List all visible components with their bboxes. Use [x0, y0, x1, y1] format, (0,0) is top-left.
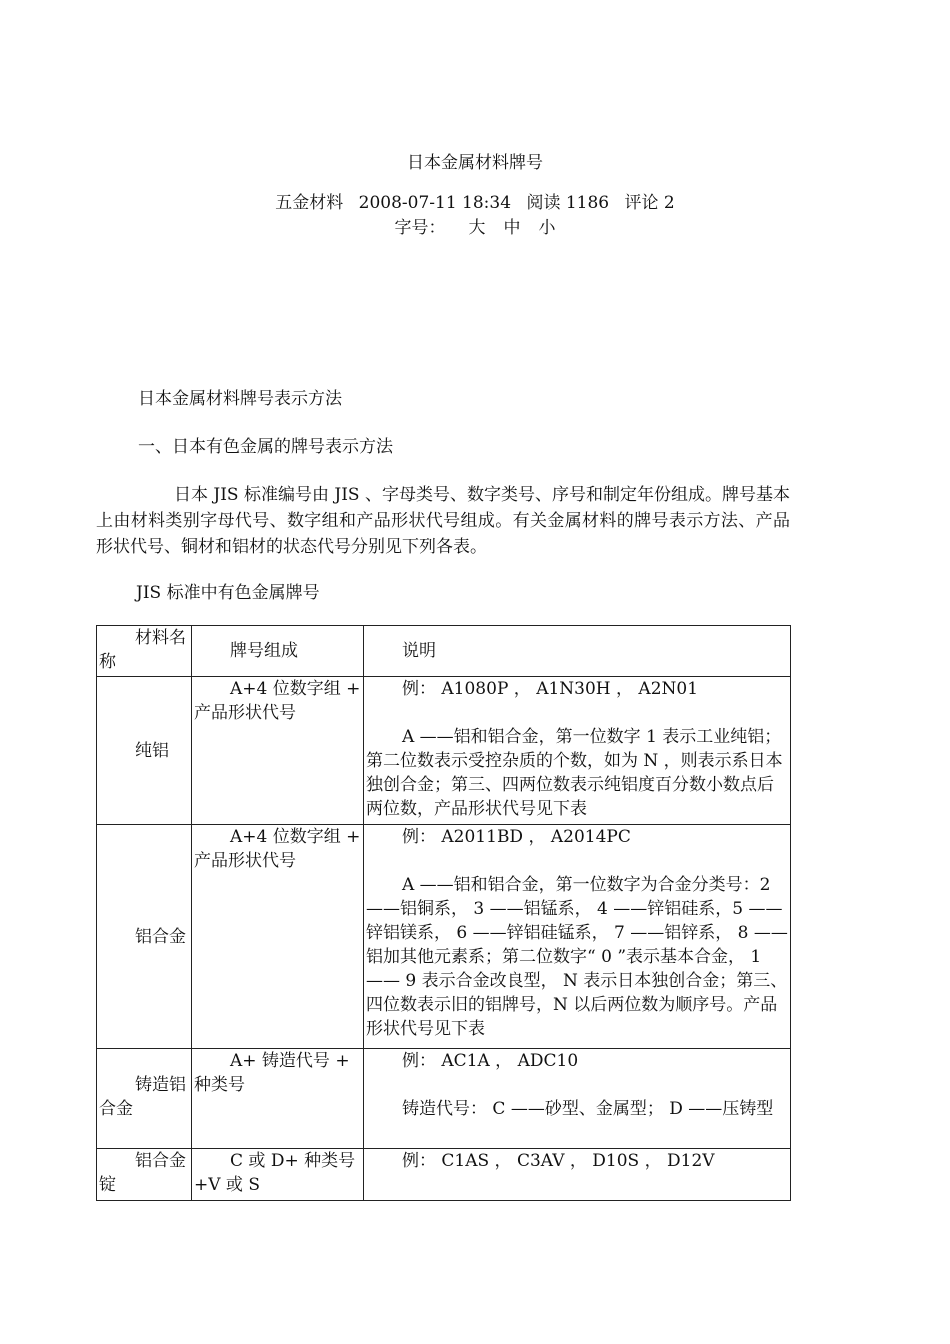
header-description: 说明: [364, 626, 791, 677]
font-size-large-link[interactable]: 大: [468, 218, 486, 238]
example-text: 例： A1080P ， A1N30H ， A2N01: [402, 679, 699, 699]
material-name-cell: 铝合金锭: [97, 1149, 192, 1201]
composition-cell: A+4 位数字组 + 产品形状代号: [192, 825, 364, 1049]
comment-count[interactable]: 评论 2: [624, 193, 675, 213]
detail-text: A ——铝和铝合金，第一位数字为合金分类号：2 ——铝铜系， 3 ——铝锰系， 4 ——锌铝硅系，5 ——锌铝镁系， 6 ——锌铝硅锰系， 7 ——铝锌系， 8 ——铝加其他元素系；第二位数字“ 0 ”表示基本合金， 1 —— 9 表示合金改良型， N 表示日本独创合金；第三、四位数表示旧的铝牌号，N 以后两位数为顺序号。产品形状代号见下表: [366, 875, 788, 1039]
description-cell: [364, 1049, 791, 1149]
font-size-label: 字号：: [394, 218, 446, 238]
header-material-name: 材料名称: [97, 626, 192, 677]
post-datetime: 2008-07-11 18:34: [358, 193, 512, 213]
table-row: [97, 1149, 791, 1201]
description-cell: [364, 1149, 791, 1201]
material-name-cell: 铝合金: [97, 825, 192, 1049]
category-label: 五金材料: [275, 193, 344, 213]
intro-paragraph: 日本 JIS 标准编号由 JIS 、字母类号、数字类号、序号和制定年份组成。牌号基本上由材料类别字母代号、数字组和产品形状代号组成。有关金属材料的牌号表示方法、产品形状代号、铜材和铝材的状态代号分别见下列各表。: [96, 485, 790, 557]
example-text: 例： C1AS ， C3AV ， D10S ， D12V: [402, 1151, 715, 1171]
example-text: 例： AC1A ， ADC10: [402, 1051, 579, 1071]
nonferrous-grade-table: [96, 625, 791, 1201]
read-count: 阅读 1186: [526, 193, 610, 213]
composition-cell: A+ 铸造代号 + 种类号: [192, 1049, 364, 1149]
table-row: [97, 1049, 791, 1149]
description-cell: [364, 677, 791, 825]
header-composition: 牌号组成: [192, 626, 364, 677]
font-size-medium-link[interactable]: 中: [503, 218, 521, 238]
table-row: [97, 677, 791, 825]
article-meta: [0, 188, 950, 213]
table-header-row: [97, 626, 791, 677]
table-row: [97, 825, 791, 1049]
description-cell: [364, 825, 791, 1049]
font-size-small-link[interactable]: 小: [538, 218, 556, 238]
detail-text: 铸造代号： C ——砂型、金属型； D ——压铸型: [402, 1099, 774, 1119]
font-size-switcher: [0, 213, 950, 238]
material-name-cell: 纯铝: [97, 677, 192, 825]
detail-text: A ——铝和铝合金，第一位数字 1 表示工业纯铝；第二位数表示受控杂质的个数，如为 N ，则表示系日本独创合金；第三、四两位数表示纯铝度百分数小数点后两位数，产品形状代号见下表: [366, 727, 783, 819]
page-title: 日本金属材料牌号: [407, 153, 543, 173]
composition-cell: A+4 位数字组 + 产品形状代号: [192, 677, 364, 825]
table-caption: JIS 标准中有色金属牌号: [136, 583, 320, 603]
subsection-title: 一、日本有色金属的牌号表示方法: [138, 437, 393, 457]
material-name-cell: 铸造铝合金: [97, 1049, 192, 1149]
composition-cell: C 或 D+ 种类号 +V 或 S: [192, 1149, 364, 1201]
example-text: 例： A2011BD ， A2014PC: [402, 827, 631, 847]
section-title: 日本金属材料牌号表示方法: [138, 389, 342, 409]
